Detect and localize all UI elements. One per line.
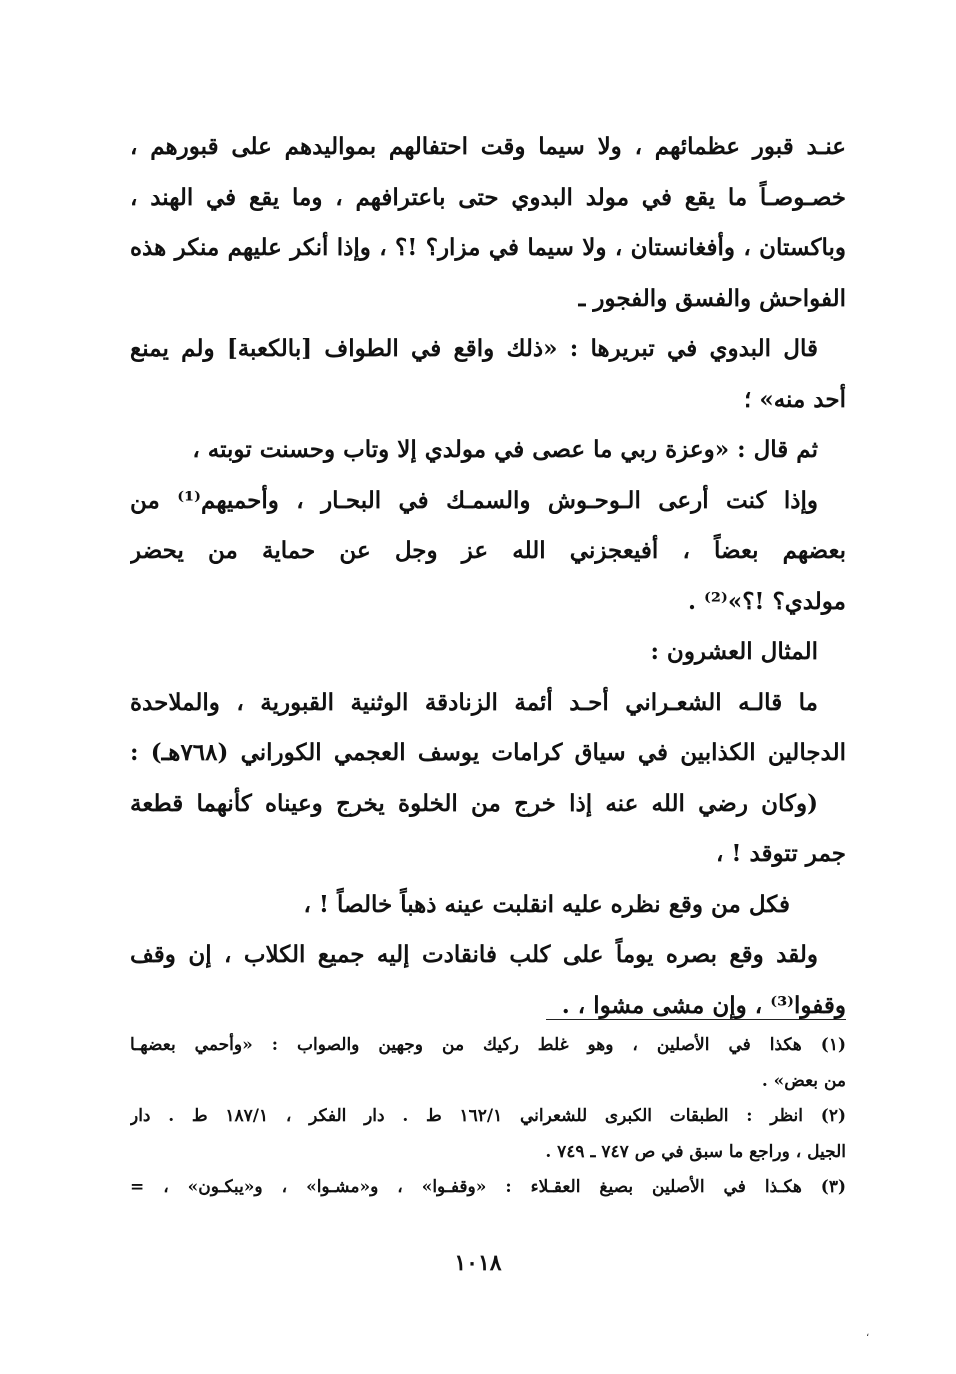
footnotes [130, 1028, 846, 1206]
text-line: ولقد وقع بصره يوماً على كلب فانقادت إليه جميع الكلاب ، إن وقف [130, 941, 818, 968]
margin-mark: ، [866, 1328, 870, 1339]
section-heading: المثال العشرون : [650, 638, 818, 665]
footnote-line: (٣) هكـذا في الأصلين بصيغ العقـلاء : «وقفـوا» ، و«مشـوا» ، و«يبكـون» ، = [130, 1177, 846, 1197]
text-line: فكل من وقع نظره عليه انقلبت عينه ذهباً خالصاً ! ، [303, 890, 790, 918]
footnote-line: الجيل ، وراجع ما سبق في ص ٧٤٧ ـ ٧٤٩ . [545, 1141, 846, 1162]
text-line: ثم قال : «وعزة ربي ما عصى في مولدي إلا وتاب وحسنت توبته ، [192, 436, 818, 463]
text-line: وباكستان ، وأفغانستان ، ولا سيما في مزار؟ !؟ ، وإذا أنكر عليهم منكر هذه [130, 234, 846, 261]
main-text [130, 122, 846, 1031]
text-line: أحد منه» ؛ [744, 385, 846, 413]
text-line: ما قالـه الشعـراني أحـد أئمة الزنادقة الوثنية القبورية ، والملاحدة [130, 688, 818, 716]
footnote-line: من بعض» . [761, 1070, 846, 1091]
text-line: عنـد قبور عظمائهم ، ولا سيما وقت احتفالهم بمواليدهم على قبورهم ، [130, 133, 846, 160]
text-line: الفواحش والفسق والفجور ـ [578, 284, 846, 312]
text-line: وقفوا⁽³⁾ ، وإن مشى مشوا ، . [561, 991, 846, 1019]
text-line: مولدي؟ !؟»⁽²⁾ . [688, 587, 846, 615]
footnote-line: (٢) انظر : الطبقات الكبرى للشعراني ١٦٢/١ ط . دار الفكر ، ١٨٧/١ ط . دار [130, 1106, 846, 1126]
page-number: ١٠١٨ [454, 1250, 502, 1276]
footnote-separator [546, 1019, 846, 1020]
text-line: بعضهم بعضاً ، أفيعجزني الله عز وجل عن حماية من يحضر [130, 537, 846, 564]
text-line: جمر تتوقد ! ، [715, 840, 846, 867]
text-line: وإذا كنت أرعى الـوحـوش والسمـك في البحـار ، وأحميهم⁽¹⁾ من [130, 486, 819, 514]
text-line: قال البدوي في تبريرها : «ذلك واقع في الطواف [بالكعبة] ولم يمنع [130, 335, 818, 362]
text-line: الدجالين الكذابين في سياق كرامات يوسف العجمي الكوراني (٧٦٨هـ) : [130, 739, 846, 766]
text-line: (وكان رضي الله عنه إذا خرج من الخلوة يخرج وعيناه كأنهما قطعة [130, 789, 818, 817]
footnote-line: (١) هكذا في الأصلين ، وهو غلط ركيك من وجهين والصواب : «وأحمي بعضهـا [130, 1035, 846, 1055]
text-line: خصـوصـاً ما يقع في مولد البدوي حتى باعترافهم ، وما يقع في الهند ، [130, 183, 846, 211]
